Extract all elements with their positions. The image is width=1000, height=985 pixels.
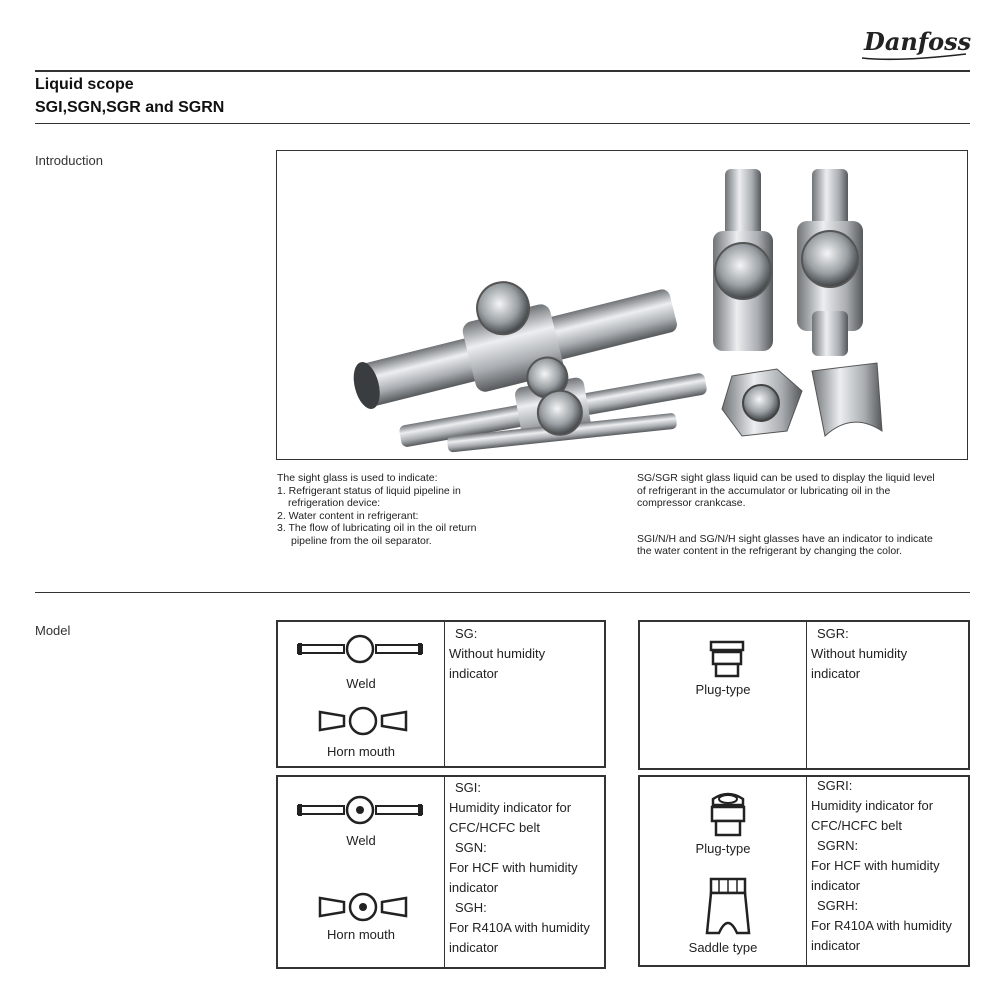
saddle-type-icon [705, 877, 751, 935]
model-description: SGI: Humidity indicator for CFC/HCFC belt SGN: For HCF with humidity indicator SGH: For R410A with humidity indicator [449, 780, 590, 955]
intro-right-text [637, 472, 935, 558]
weld-sight-glass-icon [296, 634, 424, 664]
horn-mouth-sight-glass-icon [318, 706, 408, 736]
model-code: SGRN: [817, 838, 859, 853]
intro-item: 2. Water content in refrigerant: [277, 509, 419, 522]
intro-item: 3. The flow of lubricating oil in the oil return [277, 522, 477, 534]
saddle-type-label: Saddle type [688, 940, 758, 955]
model-box-sg [276, 620, 606, 768]
model-code: SGR: [817, 626, 849, 641]
plug-type-icon [707, 640, 747, 678]
intro-right-line: SG/SGR sight glass liquid can be used to display the liquid level [637, 472, 935, 484]
page-title: Liquid scope [35, 76, 134, 93]
intro-left-text [277, 472, 476, 547]
intro-right-line: the water content in the refrigerant by changing the color. [637, 545, 902, 557]
horn-mouth-label: Horn mouth [327, 927, 395, 942]
introduction-label: Introduction [35, 153, 103, 168]
intro-left-heading: The sight glass is used to indicate: [277, 472, 438, 484]
intro-item: pipeline from the oil separator. [291, 534, 432, 547]
intro-item: refrigeration device: [288, 497, 381, 509]
model-code: SGI: [455, 780, 482, 795]
model-code: SGN: [455, 840, 487, 855]
model-description: SGR: Without humidity indicator [811, 626, 908, 681]
product-photo [276, 150, 968, 460]
danfoss-logo [858, 18, 973, 68]
intro-right-line: of refrigerant in the accumulator or lubricating oil in the [637, 484, 891, 497]
plug-type-label: Plug-type [695, 841, 751, 856]
section-rule [35, 592, 970, 593]
model-description: SG: Without humidity indicator [449, 626, 546, 681]
model-box-sgi [276, 775, 606, 969]
horn-mouth-sight-glass-icon [318, 892, 408, 922]
title-rule [35, 123, 970, 124]
weld-label: Weld [346, 676, 376, 691]
model-code: SGRI: [817, 778, 853, 793]
intro-right-line: SGI/N/H and SG/N/H sight glasses have an indicator to indicate [637, 532, 933, 545]
header-rule [35, 70, 970, 72]
model-label: Model [35, 623, 71, 638]
plug-type-icon [707, 787, 749, 837]
model-code: SGH: [455, 900, 487, 915]
page-subtitle: SGI,SGN,SGR and SGRN [35, 99, 225, 116]
model-code: SGRH: [817, 898, 859, 913]
weld-label: Weld [346, 833, 376, 848]
svg-text:Danfoss: Danfoss [864, 27, 972, 56]
model-box-sgr [638, 620, 970, 770]
intro-item: 1. Refrigerant status of liquid pipeline in [277, 484, 461, 497]
weld-sight-glass-icon [296, 795, 424, 825]
model-description: SGRI: Humidity indicator for CFC/HCFC belt SGRN: For HCF with humidity indicator SGRH: For R410A with humidity indicator [811, 778, 952, 953]
horn-mouth-label: Horn mouth [327, 744, 395, 759]
model-code: SG: [455, 626, 478, 641]
intro-right-line: compressor crankcase. [637, 497, 746, 509]
plug-type-label: Plug-type [695, 682, 751, 697]
model-box-sgri [638, 775, 970, 967]
